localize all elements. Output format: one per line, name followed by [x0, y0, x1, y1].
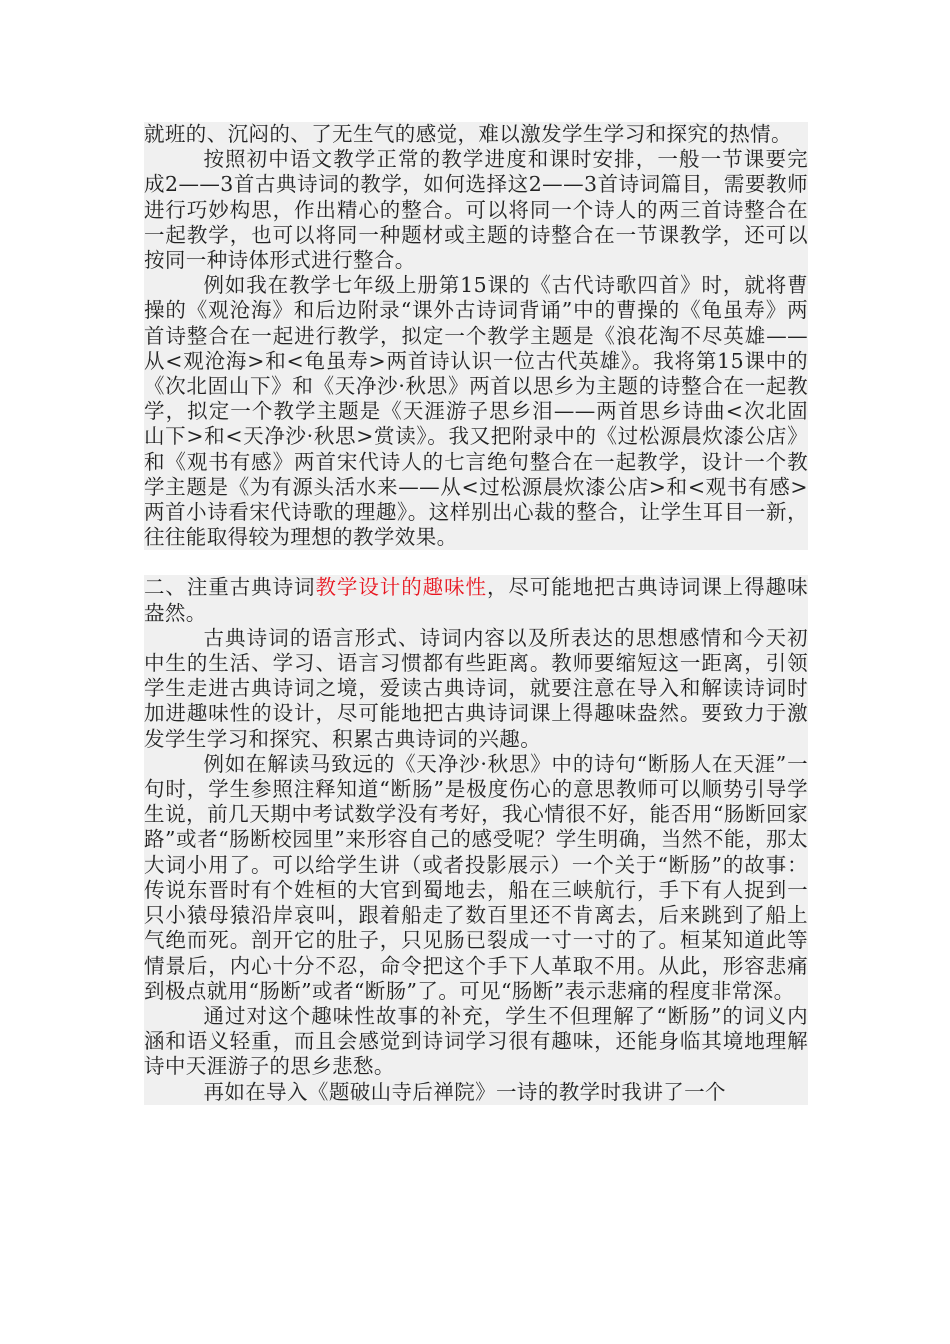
section-heading: [144, 575, 808, 625]
heading-text-before: 二、注重古典诗词: [144, 575, 316, 600]
heading-highlight: 教学设计的趣味性: [315, 575, 487, 600]
heading-text-after: ，尽可能地把古典诗词课上得趣味盎然。: [144, 575, 809, 625]
document-page: [144, 122, 808, 1105]
paragraph-next-example: 再如在导入《题破山寺后禅院》一诗的教学时我讲了一个: [144, 1080, 808, 1105]
paragraph-story-effect: 通过对这个趣味性故事的补充，学生不但理解了“断肠”的词义内涵和语义轻重，而且会感觉到诗词学习很有趣味，还能身临其境地理解诗中天涯游子的思乡悲愁。: [144, 1003, 808, 1079]
section-gap: [144, 550, 808, 575]
paragraph-duanchang-example: 例如在解读马致远的《天净沙·秋思》中的诗句“断肠人在天涯”一句时，学生参照注释知道“断肠”是极度伤心的意思教师可以顺势引导学生说，前几天期中考试数学没有考好，我心情很不好，能否用“肠断回家路”或者“肠断校园里”来形容自己的感受呢？学生明确，当然不能，那太大词小用了。可以给学生讲（或者投影展示）一个关于“断肠”的故事：传说东晋时有个姓桓的大官到蜀地去，船在三峡航行，手下有人捉到一只小猿母猿沿岸哀叫，跟着船走了数百里还不肯离去，后来跳到了船上气绝而死。剖开它的肚子，只见肠已裂成一寸一寸的了。桓某知道此等情景后，内心十分不忍，命令把这个手下人革取不用。从此，形容悲痛到极点就用“肠断”或者“断肠”了。可见“肠断”表示悲痛的程度非常深。: [144, 751, 808, 1003]
paragraph-integration-method: 按照初中语文教学正常的教学进度和课时安排，一般一节课要完成2——3首古典诗词的教学，如何选择这2——3首诗词篇目，需要教师进行巧妙构思，作出精心的整合。可以将同一个诗人的两三首诗整合在一起教学，也可以将同一种题材或主题的诗整合在一节课教学，还可以按同一种诗体形式进行整合。: [144, 147, 808, 273]
paragraph-interest-design: 古典诗词的语言形式、诗词内容以及所表达的思想感情和今天初中生的生活、学习、语言习惯都有些距离。教师要缩短这一距离，引领学生走进古典诗词之境，爱读古典诗词，就要注意在导入和解读诗词时加进趣味性的设计，尽可能地把古典诗词课上得趣味盎然。要致力于激发学生学习和探究、积累古典诗词的兴趣。: [144, 625, 808, 751]
paragraph-integration-example: 例如我在教学七年级上册第15课的《古代诗歌四首》时，就将曹操的《观沧海》和后边附录“课外古诗词背诵”中的曹操的《龟虽寿》两首诗整合在一起进行教学，拟定一个教学主题是《浪花淘不尽英雄——从<观沧海>和<龟虽寿>两首诗认识一位古代英雄》。我将第15课中的《次北固山下》和《天净沙·秋思》两首以思乡为主题的诗整合在一起教学，拟定一个教学主题是《天涯游子思乡泪——两首思乡诗曲<次北固山下>和<天净沙·秋思>赏读》。我又把附录中的《过松源晨炊漆公店》和《观书有感》两首宋代诗人的七言绝句整合在一起教学，设计一个教学主题是《为有源头活水来——从<过松源晨炊漆公店>和<观书有感>两首小诗看宋代诗歌的理趣》。这样别出心裁的整合，让学生耳目一新，往往能取得较为理想的教学效果。: [144, 273, 808, 550]
paragraph-continuation: 就班的、沉闷的、了无生气的感觉，难以激发学生学习和探究的热情。: [144, 122, 808, 147]
